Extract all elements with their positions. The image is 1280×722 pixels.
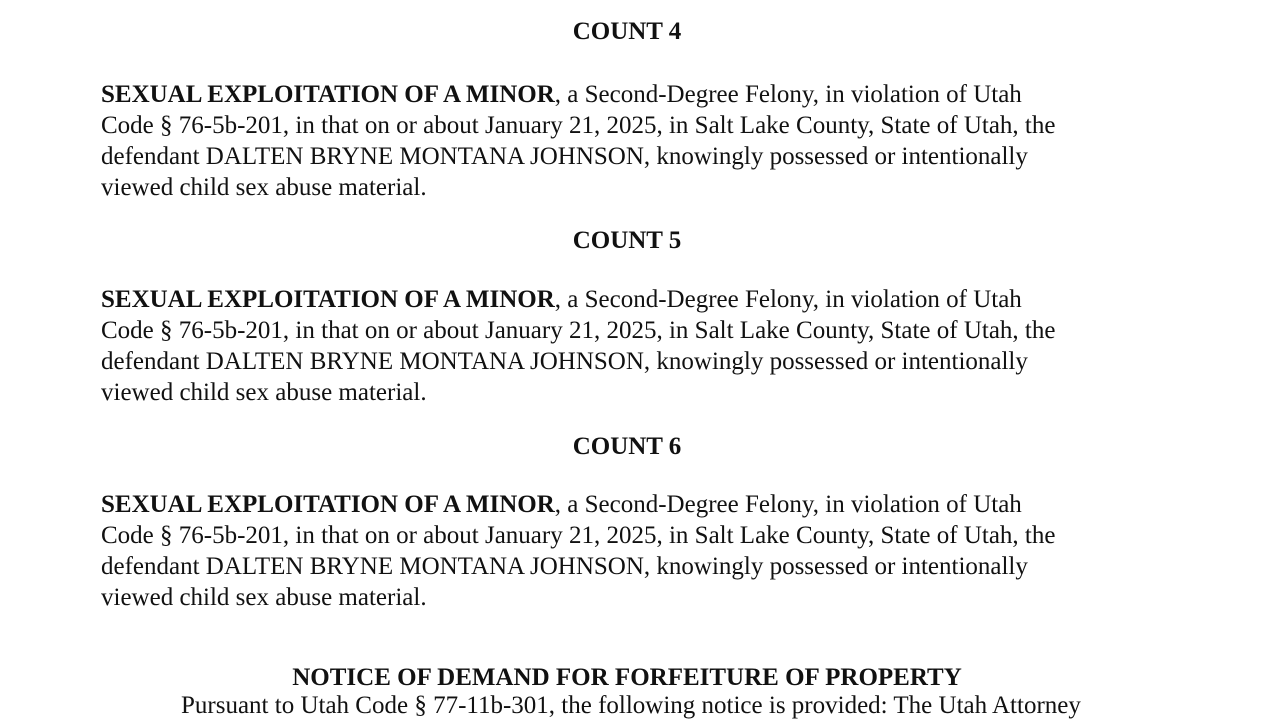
count-4-line-1 <box>101 79 1161 110</box>
count-6-line-2: Code § 76-5b-201, in that on or about January 21, 2025, in Salt Lake County, State of Utah, the <box>101 522 1056 549</box>
notice-paragraph: Pursuant to Utah Code § 77-11b-301, the following notice is provided: The Utah Attorney <box>181 692 1081 719</box>
count-5-line-1 <box>101 284 1161 315</box>
count-5-heading: COUNT 5 <box>572 227 682 254</box>
count-6-line-1-rest: , a Second-Degree Felony, in violation of Utah <box>554 491 1022 518</box>
count-5-charge: SEXUAL EXPLOITATION OF A MINOR <box>101 286 555 313</box>
count-6-line-4: viewed child sex abuse material. <box>101 584 427 611</box>
count-4-line-4: viewed child sex abuse material. <box>101 174 427 201</box>
count-4-line-1-rest: , a Second-Degree Felony, in violation of Utah <box>554 81 1022 108</box>
count-5-line-2: Code § 76-5b-201, in that on or about January 21, 2025, in Salt Lake County, State of Utah, the <box>101 317 1056 344</box>
count-5-line-4: viewed child sex abuse material. <box>101 379 427 406</box>
count-6-line-1 <box>101 489 1161 520</box>
count-4-line-2: Code § 76-5b-201, in that on or about January 21, 2025, in Salt Lake County, State of Utah, the <box>101 112 1056 139</box>
count-4-heading: COUNT 4 <box>572 18 682 45</box>
count-5-line-3: defendant DALTEN BRYNE MONTANA JOHNSON, knowingly possessed or intentionally <box>101 348 1028 375</box>
count-6-charge: SEXUAL EXPLOITATION OF A MINOR <box>101 491 555 518</box>
count-4-paragraph <box>101 79 1161 203</box>
count-5-paragraph <box>101 284 1161 408</box>
count-6-line-3: defendant DALTEN BRYNE MONTANA JOHNSON, knowingly possessed or intentionally <box>101 553 1028 580</box>
count-5-line-1-rest: , a Second-Degree Felony, in violation of Utah <box>554 286 1022 313</box>
count-6-paragraph <box>101 489 1161 613</box>
count-6-heading: COUNT 6 <box>572 433 682 460</box>
count-4-charge: SEXUAL EXPLOITATION OF A MINOR <box>101 81 555 108</box>
count-4-line-3: defendant DALTEN BRYNE MONTANA JOHNSON, knowingly possessed or intentionally <box>101 143 1028 170</box>
notice-heading: NOTICE OF DEMAND FOR FORFEITURE OF PROPERTY <box>292 664 962 691</box>
